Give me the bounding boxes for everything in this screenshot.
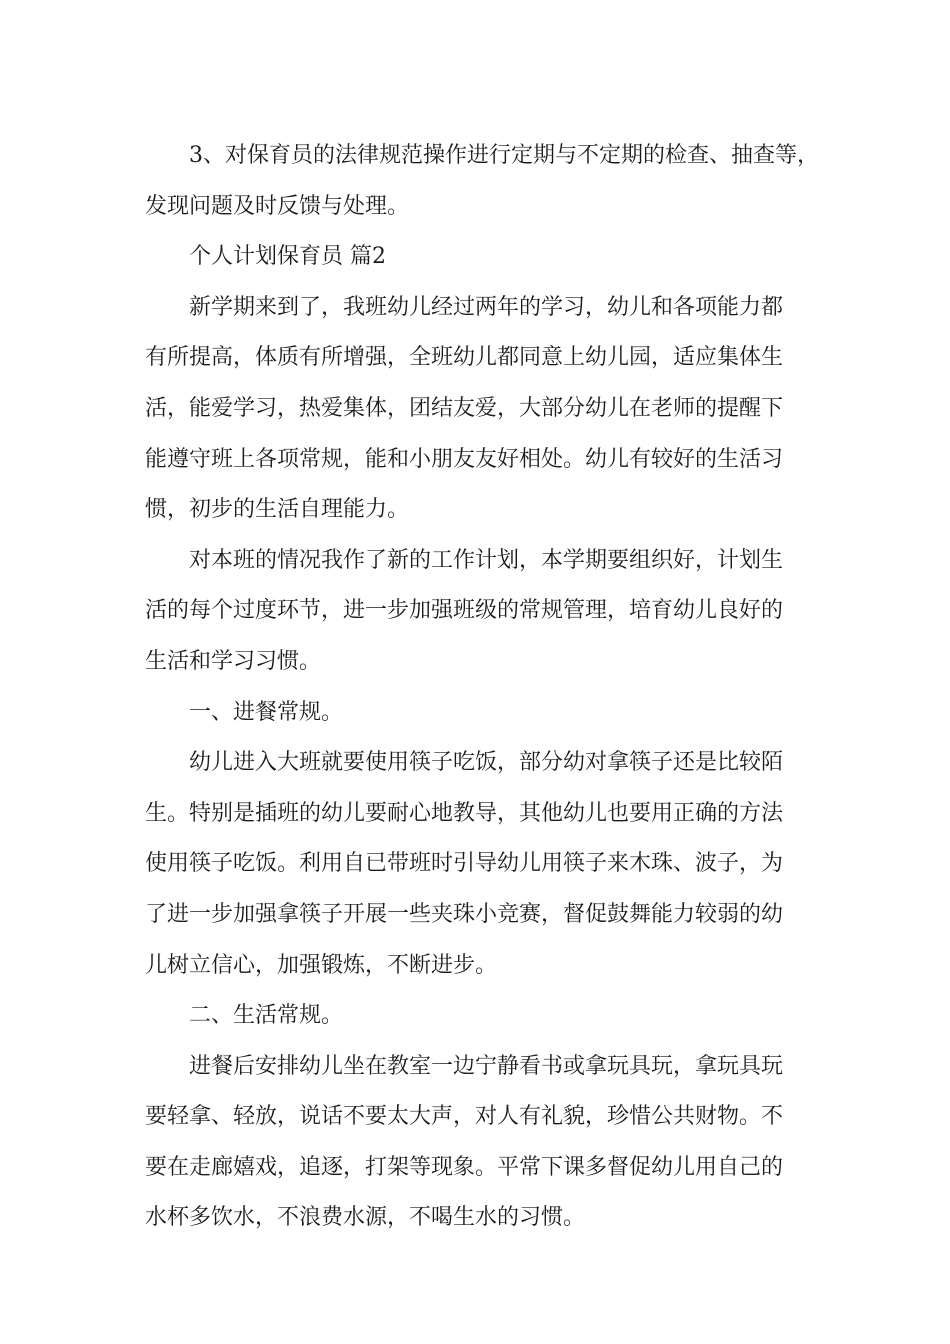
text-line: 活，能爱学习，热爱集体，团结友爱，大部分幼儿在老师的提醒下 (145, 395, 784, 421)
text-line: 水杯多饮水，不浪费水源，不喝生水的习惯。 (145, 1205, 586, 1231)
text-line: 生。特别是插班的幼儿要耐心地教导，其他幼儿也要用正确的方法 (145, 800, 784, 826)
section-heading-daily-life (145, 991, 815, 1042)
text-line: 对本班的情况我作了新的工作计划，本学期要组织好，计划生 (189, 547, 784, 573)
paragraph-inspection (145, 131, 819, 232)
paragraph-daily-life (145, 1042, 815, 1244)
heading-text: 二、生活常规。 (189, 1003, 344, 1029)
paragraph-intro (145, 283, 815, 536)
section-heading-dining (145, 688, 815, 739)
text-line: 要轻拿、轻放，说话不要太大声，对人有礼貌，珍惜公共财物。不 (145, 1104, 784, 1130)
text-line: 3、对保育员的法律规范操作进行定期与不定期的检查、抽查等， (189, 143, 819, 168)
heading-text: 一、进餐常规。 (189, 699, 344, 725)
text-line: 惯，初步的生活自理能力。 (145, 497, 410, 523)
text-line: 能遵守班上各项常规，能和小朋友友好相处。幼儿有较好的生活习 (145, 446, 784, 472)
paragraph-work-plan (145, 536, 815, 688)
text-line: 要在走廊嬉戏，追逐，打架等现象。平常下课多督促幼儿用自己的 (145, 1154, 784, 1180)
text-line: 儿树立信心，加强锻炼，不断进步。 (145, 952, 498, 978)
text-line: 有所提高，体质有所增强，全班幼儿都同意上幼儿园，适应集体生 (145, 345, 784, 371)
text-line: 了进一步加强拿筷子开展一些夹珠小竞赛，督促鼓舞能力较弱的幼 (145, 901, 784, 927)
text-line: 新学期来到了，我班幼儿经过两年的学习，幼儿和各项能力都 (189, 294, 784, 320)
document-body (145, 131, 819, 1244)
text-line: 使用筷子吃饭。利用自已带班时引导幼儿用筷子来木珠、波子，为 (145, 851, 784, 877)
heading-text: 个人计划保育员 篇2 (189, 244, 386, 270)
text-line: 生活和学习习惯。 (145, 648, 322, 674)
text-line: 进餐后安排幼儿坐在教室一边宁静看书或拿玩具玩，拿玩具玩 (189, 1053, 784, 1079)
section-heading-plan-2 (145, 232, 815, 283)
paragraph-dining (145, 738, 815, 991)
text-line: 发现问题及时反馈与处理。 (145, 193, 410, 219)
text-line: 幼儿进入大班就要使用筷子吃饭，部分幼对拿筷子还是比较陌 (189, 750, 784, 776)
text-line: 活的每个过度环节，进一步加强班级的常规管理，培育幼儿良好的 (145, 598, 784, 624)
